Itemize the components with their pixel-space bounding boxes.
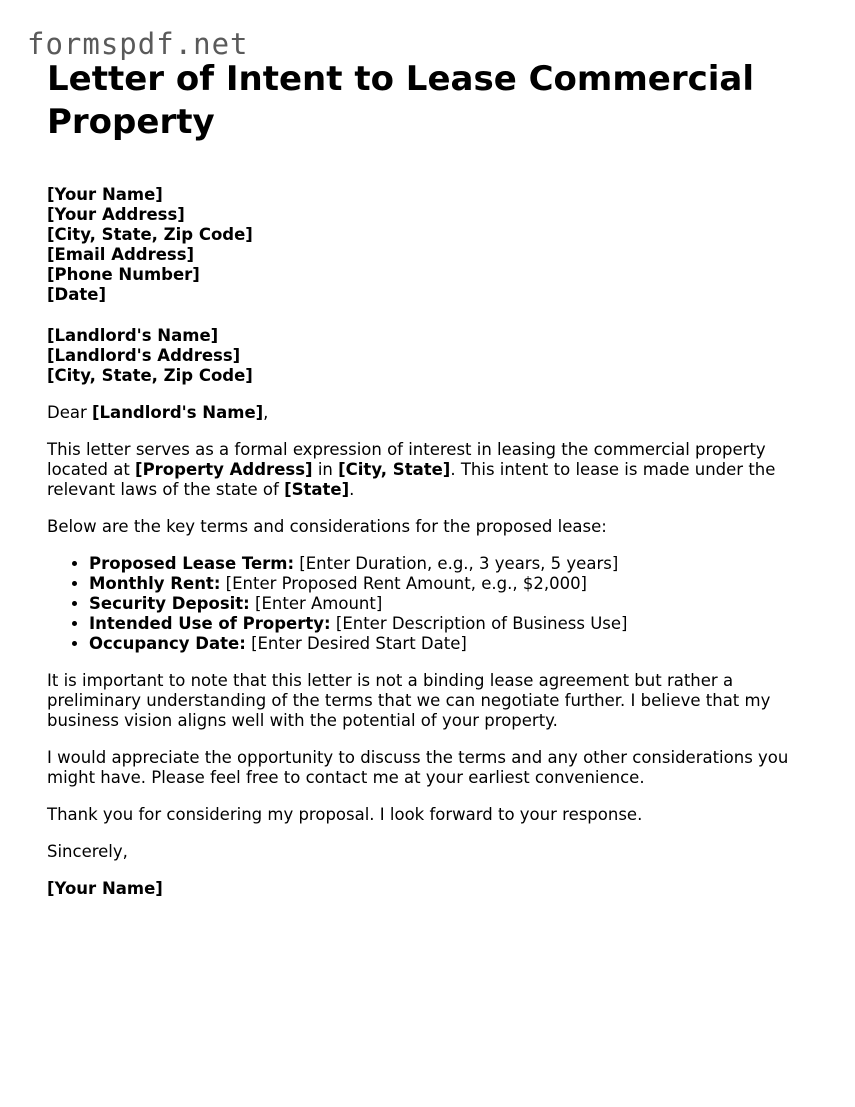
sender-address: [Your Address] <box>47 205 185 224</box>
state: [State] <box>284 480 350 499</box>
sender-block <box>47 185 827 305</box>
property-address: [Property Address] <box>135 460 313 479</box>
list-item <box>89 554 827 574</box>
term-value: [Enter Amount] <box>249 594 383 613</box>
list-item <box>89 594 827 614</box>
sender-name: [Your Name] <box>47 185 163 204</box>
list-item <box>89 634 827 654</box>
signature-name <box>47 879 827 899</box>
salutation-suffix: , <box>263 403 269 422</box>
thanks-paragraph: Thank you for considering my proposal. I look forward to your response. <box>47 805 643 824</box>
discuss-paragraph: I would appreciate the opportunity to discuss the terms and any other considerations you might have. Please feel free to contact me at your earliest convenience. <box>47 748 789 787</box>
recipient-name: [Landlord's Name] <box>47 326 219 345</box>
intro-text: in <box>312 460 339 479</box>
term-label: Security Deposit: <box>89 594 250 613</box>
list-item <box>89 574 827 594</box>
letter-date: [Date] <box>47 285 106 304</box>
sender-city-state-zip: [City, State, Zip Code] <box>47 225 253 244</box>
term-label: Intended Use of Property: <box>89 614 331 633</box>
recipient-address: [Landlord's Address] <box>47 346 241 365</box>
intro-text: . <box>349 480 355 499</box>
salutation <box>47 403 827 423</box>
watermark-text: formspdf.net <box>27 27 249 61</box>
recipient-block <box>47 326 827 386</box>
term-value: [Enter Duration, e.g., 3 years, 5 years] <box>294 554 619 573</box>
city-state: [City, State] <box>338 460 451 479</box>
list-item <box>89 614 827 634</box>
term-value: [Enter Desired Start Date] <box>245 634 467 653</box>
terms-intro: Below are the key terms and considerations for the proposed lease: <box>47 517 607 536</box>
salutation-prefix: Dear <box>47 403 92 422</box>
document-title: Letter of Intent to Lease Commercial Property <box>47 59 754 142</box>
sender-phone: [Phone Number] <box>47 265 200 284</box>
term-label: Monthly Rent: <box>89 574 221 593</box>
terms-list <box>47 554 827 654</box>
signature-name-text: [Your Name] <box>47 879 163 898</box>
intro-text: . This intent to lease is made under the relevant laws of the state of <box>47 460 776 499</box>
closing: Sincerely, <box>47 842 128 861</box>
sender-email: [Email Address] <box>47 245 195 264</box>
intro-text: This letter serves as a formal expression of interest in leasing the commercial property located at <box>47 440 766 479</box>
term-label: Proposed Lease Term: <box>89 554 295 573</box>
term-value: [Enter Description of Business Use] <box>330 614 628 633</box>
non-binding-paragraph: It is important to note that this letter is not a binding lease agreement but rather a preliminary understanding of the terms that we can negotiate further. I believe that my business vision aligns well with the potential of your property. <box>47 671 771 730</box>
term-value: [Enter Proposed Rent Amount, e.g., $2,000] <box>220 574 587 593</box>
salutation-name: [Landlord's Name] <box>92 403 264 422</box>
recipient-city-state-zip: [City, State, Zip Code] <box>47 366 253 385</box>
intro-paragraph <box>47 440 827 500</box>
term-label: Occupancy Date: <box>89 634 246 653</box>
letter-document <box>47 58 827 899</box>
